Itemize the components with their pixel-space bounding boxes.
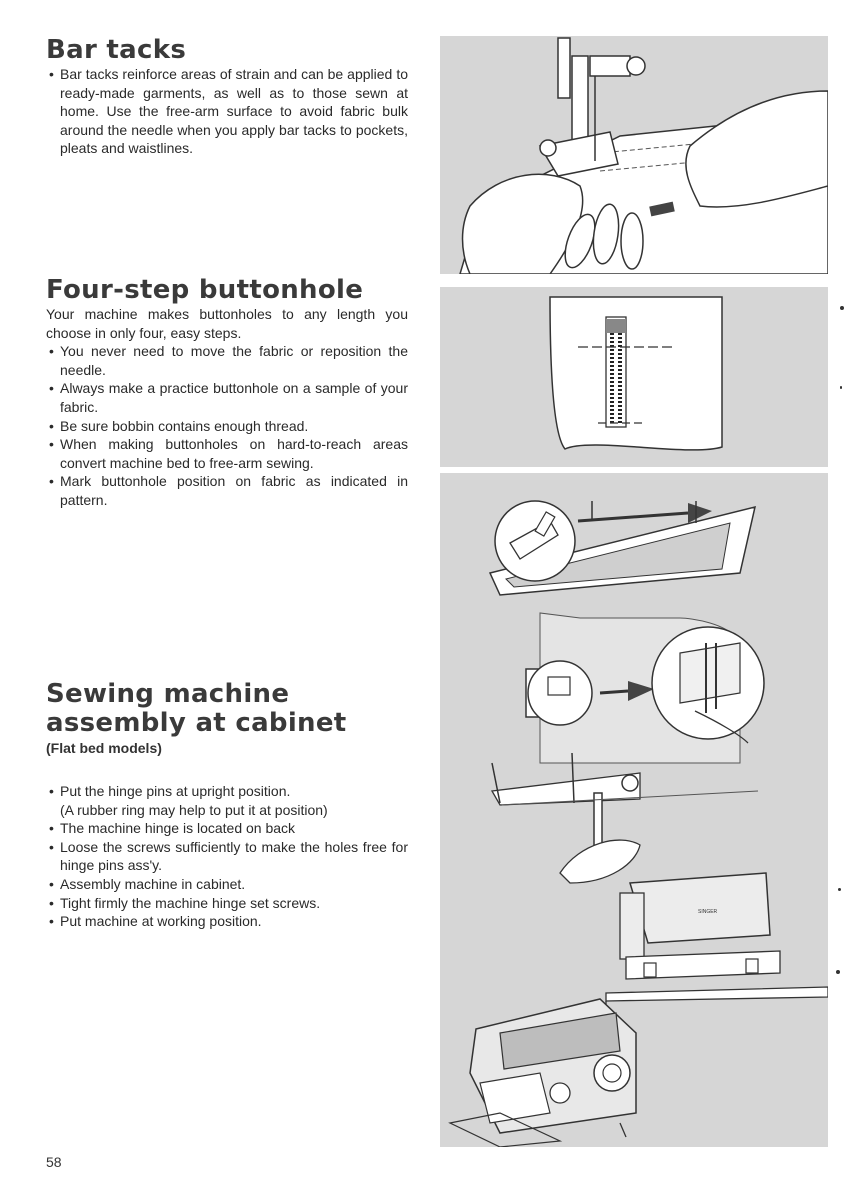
scan-mark	[840, 306, 844, 310]
list-item: • Bar tacks reinforce areas of strain and can be applied to ready-made garments, as well as to those sewn at home. Use the free-arm surface to avoid fabric bulk around the needle when you apply bar tacks to pockets, pleats and waistlines.	[46, 65, 408, 158]
section-title: Four-step buttonhole	[46, 275, 364, 305]
presser-foot-sewing-icon	[440, 36, 828, 274]
list-item: • Assembly machine in cabinet.	[46, 875, 408, 894]
list-item: • You never need to move the fabric or reposition the needle.	[46, 342, 408, 379]
bar-tack-illustration	[440, 36, 828, 274]
machine-hinge-icon	[526, 613, 764, 763]
list-item: • Tight firmly the machine hinge set screws.	[46, 894, 408, 913]
section-intro: Your machine makes buttonholes to any length you choose in only four, easy steps.	[46, 306, 408, 341]
list-item: • When making buttonholes on hard-to-reach areas convert machine bed to free-arm sewing.	[46, 435, 408, 472]
list-item: • Always make a practice buttonhole on a sample of your fabric.	[46, 379, 408, 416]
scan-mark	[840, 386, 842, 389]
list-item: • Be sure bobbin contains enough thread.	[46, 417, 408, 436]
section-title-line1: Sewing machine	[46, 679, 290, 709]
section-subtitle: (Flat bed models)	[46, 740, 162, 756]
bullet-list	[46, 65, 408, 158]
list-item-note: (A rubber ring may help to put it at position)	[60, 801, 328, 818]
section-title-line2: assembly at cabinet	[46, 708, 347, 738]
scan-mark	[838, 888, 841, 891]
list-item: • Mark buttonhole position on fabric as indicated in pattern.	[46, 472, 408, 509]
list-item: • Loose the screws sufficiently to make the holes free for hinge pins ass'y.	[46, 838, 408, 875]
section-buttonhole	[46, 276, 408, 510]
bullet-list	[46, 782, 408, 931]
section-assembly	[46, 680, 408, 931]
buttonhole-illustration	[440, 287, 828, 467]
list-item: • The machine hinge is located on back	[46, 819, 408, 838]
section-title: Bar tacks	[46, 35, 187, 65]
machine-brand-label: SINGER	[698, 909, 718, 915]
list-item: • Put the hinge pins at upright position.	[46, 782, 408, 801]
buttonhole-icon	[440, 287, 828, 467]
page-number: 58	[46, 1154, 62, 1170]
assembly-illustration	[440, 473, 828, 1147]
scan-mark	[836, 970, 840, 974]
list-item: • Put machine at working position.	[46, 912, 408, 931]
bullet-list	[46, 342, 408, 509]
section-bar-tacks	[46, 36, 408, 158]
